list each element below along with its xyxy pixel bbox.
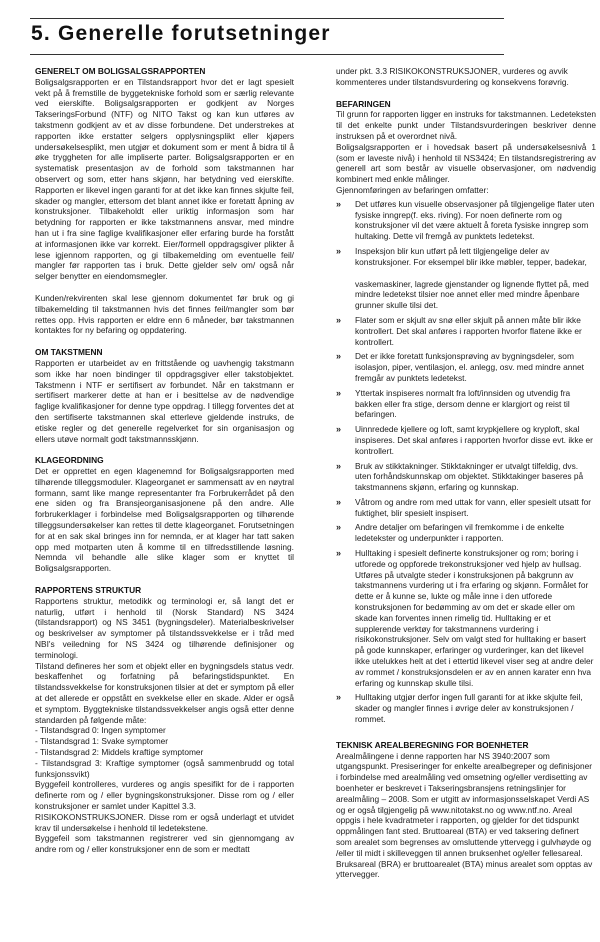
bullet-item <box>336 351 596 383</box>
bullet-item <box>336 246 596 311</box>
double-chevron-bullet-icon: » <box>336 387 342 398</box>
right-column <box>336 66 596 880</box>
double-chevron-bullet-icon: » <box>336 314 342 325</box>
tilstandsgrad-item: - Tilstandsgrad 0: Ingen symptomer <box>35 725 166 736</box>
bullet-item <box>336 388 596 420</box>
bullet-text: Andre detaljer om befaringen vil fremkomme i de enkelte ledetekster og underpunkter i rapporten. <box>355 522 565 544</box>
double-chevron-bullet-icon: » <box>336 522 342 533</box>
page-title: 5. Generelle forutsetninger <box>31 22 331 45</box>
bullet-text: Uinnredede kjellere og loft, samt krypkjellere og kryploft, skal inspiseres. Det skal anføres i rapporten hvorfor disse evt. ikke er kontrollert. <box>355 424 593 456</box>
tilstandsgrad-item: - Tilstandsgrad 1: Svake symptomer <box>35 736 169 747</box>
double-chevron-bullet-icon: » <box>336 198 342 209</box>
double-chevron-bullet-icon: » <box>336 548 342 559</box>
paragraph: Tilstand defineres her som et objekt eller en bygningsdels status vedr. beskaffenhet og forfatning på befaringstidspunktet. En tilstandssvekkelse for konstruksjonen tilsier at det er symptom på eller at det allerede er oppstått en svekkelse eller en skade. Alder er også et symptom. Byggtekniske tilstandssvekkelser angis også etter denne standarden på følgende måte: <box>35 660 294 725</box>
section-heading-rapportens-struktur: RAPPORTENS STRUKTUR <box>35 585 142 596</box>
bullet-item <box>336 522 596 544</box>
paragraph: Til grunn for rapporten ligger en instruks for takstmannen. Ledeteksten til det enkelte punkt under Tilstandsvurderingen beskriver denne instruksen på et overordnet nivå. <box>336 109 596 141</box>
paragraph: RISIKOKONSTRUKSJONER. Disse rom er også underlagt et utvidet krav til undersøkelse i henhold til ledetekstene. <box>35 811 294 833</box>
section-heading-om-takstmenn: OM TAKSTMENN <box>35 347 103 358</box>
bullet-text: Våtrom og andre rom med uttak for vann, eller spesielt utsatt for fuktighet, blir spesielt inspisert. <box>355 496 592 518</box>
bullet-item <box>336 497 596 519</box>
section-heading-klageordning: KLAGEORDNING <box>35 455 104 466</box>
bullet-text: Det er ikke foretatt funksjonsprøving av bygningsdeler, som isolasjon, piper, ventilasjon, el. anlegg, osv. med mindre annet fremgår av punktets ledetekst. <box>355 351 584 383</box>
tilstandsgrad-item: - Tilstandsgrad 2: Middels kraftige symptomer <box>35 747 204 758</box>
bullet-item <box>336 548 596 688</box>
paragraph: Rapportens struktur, metodikk og terminologi er, så langt det er naturlig, utført i henhold til (Norsk Standard) NS 3424 (tilstandsrapport) og NS 3451 (bygningsdeler). Materialbeskrivelser og beskrivelser av symptomer på tilstandssvekkelse er i tråd med NBI's veiledning for NS 3424 og tilhørende definisjoner og terminologi. <box>35 595 294 660</box>
double-chevron-bullet-icon: » <box>336 496 342 507</box>
tilstandsgrad-item: - Tilstandsgrad 3: Kraftige symptomer (også sammenbrudd og total funksjonssvikt) <box>35 757 294 779</box>
continuation-paragraph: under pkt. 3.3 RISIKOKONSTRUKSJONER, vurderes og avvik kommenteres under tilstandsvurdering og konsekvens forøvrig. <box>336 66 569 87</box>
bullet-item <box>336 461 596 493</box>
paragraph: Gjennomføringen av befaringen omfatter: <box>336 184 489 195</box>
paragraph: Arealmålingene i denne rapporten har NS 3940:2007 som utgangspunkt. Presiseringer for enkelte arealbegreper og definisjoner i forbindelse med arealmåling ved omsetning og/eller verdisetting av boenheter er beskrevet i Takseringsbransjens retningslinjer for arealmåling – 2008. Som er utgitt av informasjonsselskapet Verdi AS og er også tilgjengelig på www.nitotakst.no og www.ntf.no. Areal oppgis i hele kvadratmeter i rapporten, og gjelder for det tidspunkt oppmålingen fant sted. Bruttoareal (BTA) er ved taksering definert som arealet som begrenses av omsluttende yttervegg i gulvhøyde og /eller til midt i skilleveggen til annen bruksenhet og/eller fellesareal. Bruksareal (BRA) er bruttoarealet (BTA) minus arealet som opptas av yttervegger. <box>336 750 593 880</box>
double-chevron-bullet-icon: » <box>336 692 342 703</box>
bullet-text: Hulltaking utgjør derfor ingen full garanti for at ikke skjulte feil, skader og mangler finnes i øvrige deler av konstruksjonen / rommet. <box>355 692 583 725</box>
paragraph: Boligsalgsrapporten er en Tilstandsrapport hvor det er lagt spesielt vekt på å fremstille de byggetekniske forhold som er særlig relevante ved eierskifte. Boligsalgsrapporten er godkjent av Norges TakseringsForbund (NTF) og NITO Takst og kan kun utføres av takstmenn godkjent av et av disse forbundene. Det understrekes at rapporten ikke erstatter selgers opplysningsplikt eller kjøpers undersøkelsesplikt, men utgjør et dokument som er ment å bidra til å øke tryggheten for alle impliserte parter. Boligsalgsrapporten er en systematisk presentasjon av de forhold som takstmannen har observert og som, etter hans skjønn, har betydning ved eierskifte. Rapporten er likevel ingen garanti for at det ikke kan finnes skjulte feil, skader og mangler, ettersom det blant annet ikke er foretatt åpning av konstruksjoner. Tilbakeholdt eller uriktig informasjon som har betydning for rapporten er ikke takstmannens ansvar, med mindre han ut i fra sine faglige kvalifikasjoner eller erfaring burde ha forstått at informasjonen ikke var korrekt. Eier/formell oppdragsgiver plikter å lese igjennom rapporten, og gi tilbakemelding om eventuelle feil/ mangler før rapporten tas i bruk. Dette gjelder selv om/ også når selger benytter en eiendomsmegler. <box>35 76 294 282</box>
bullet-text: Bruk av stikktakninger. Stikktakninger er utvalgt tilfeldig, dvs. uten forhåndskunnskap om objektet. Stikktakinger baseres på takstmannens skjønn, erfaring og kunnskap. <box>355 460 584 493</box>
paragraph: Rapporten er utarbeidet av en frittstående og uavhengig takstmann som ikke har noen bindinger til oppdragsgiver eller takstobjektet. Takstmenn i NTF er sertifisert av forbundet. Når en takstmann er sertifisert markerer dette at han er i besittelse av de nødvendige faglige kvalifikasjoner for denne type oppdrag. I tillegg forventes det at den sertifiserte takstmannen skal etterleve gjeldende instruks, de etiske regler og det generelle regelverket for sin organisasjon og ellers utøve normalt godt takstmannsskjønn. <box>35 357 294 444</box>
paragraph: Det er opprettet en egen klagenemnd for Boligsalgsrapporten med tilhørende tilleggsmoduler. Klageorganet er sammensatt av en nøytral formann, samt like mange representanter fra Forbrukerrådet på den ene siden og fra Bransjeorganisasjonene på den andre. Alle forbrukerklager i forbindelse med Boligsalgsrapporten og tilhørende tilleggsundersøkelser kan rettes til dette klageorganet. Forutsetningen for at en sak skal bringes inn for nemnda, er at klager har tatt saken opp med motparten uten å komme til en tilfredsstillende løsning. Nemnda vil behandle alle slike klager som er knyttet til Boligsalgsrapporten. <box>35 466 294 574</box>
left-column <box>35 66 294 855</box>
double-chevron-bullet-icon: » <box>336 245 342 256</box>
bullet-text: Hulltaking i spesielt definerte konstruksjoner og rom; boring i utforede og oppforede trekonstruksjoner ved hjelp av hullsag. Utføres på utvalgte steder i konstruksjonen på bakgrunn av takstmannens vurdering ut i fra erfaring og skjønn. Formålet for dette er å kunne se, lukte og måle inne i den utforede konstruksjonen for bedømming av om det er skade eller om skade kan forventes innen rimelig tid. Hulltaking er et supplerende verktøy for takstmannens vurdering i risikokonstruksjoner. Selv om valgt sted for hulltaking er basert på gode kunnskaper, erfaringer og vurderinger, kan det likevel ikke utelukkes helt at det i ettertid likevel viser seg at andre deler av rommet / konstruksjonsdelen er av en annen karater enn hva erfaring og kunnskap skulle tilsi. <box>355 548 594 688</box>
befaring-bullet-list <box>336 199 596 725</box>
double-chevron-bullet-icon: » <box>336 424 342 435</box>
section-heading-befaringen: BEFARINGEN <box>336 98 391 109</box>
bullet-item <box>336 692 596 724</box>
bullet-text: Inspeksjon blir kun utført på lett tilgjengelige deler av konstruksjoner. For eksempel blir ikke møbler, tepper, badekar, <box>355 245 587 267</box>
section-heading-teknisk-arealberegning: TEKNISK AREALBEREGNING FOR BOENHETER <box>336 739 529 750</box>
double-chevron-bullet-icon: » <box>336 460 342 471</box>
paragraph: Byggefeil kontrolleres, vurderes og angis spesifikt for de i rapporten definerte rom og / eller bygningskonstruksjoner. Disse rom og / eller konstruksjoner er samlet under Kapittel 3.3. <box>35 779 294 811</box>
section-heading-generelt: GENERELT OM BOLIGSALGSRAPPORTEN <box>35 66 206 76</box>
paragraph: Boligsalgsrapporten er i hovedsak basert på undersøkelsesnivå 1 (som er laveste nivå) i henhold til NS3424; En tilstandsregistrering av generell art som består av visuelle observasjoner, om nødvendig kombinert med enkle målinger. <box>336 141 596 185</box>
bullet-text: Flater som er skjult av snø eller skjult på annen måte blir ikke kontrollert. Det skal anføres i rapporten hvorfor flatene ikke er kontrollert. <box>355 314 582 347</box>
double-chevron-bullet-icon: » <box>336 351 342 362</box>
bullet-text-continuation: vaskemaskiner, lagrede gjenstander og lignende flyttet på, med mindre ledetekst tilsier noe annet eller med mindre åpenbare grunner skulle tilsi det. <box>355 278 589 311</box>
bullet-text: Det utføres kun visuelle observasjoner på tilgjengelige flater uten fysiske inngrep(f. eks. riving). For noen definerte rom og konstruksjoner vil det være aktuelt å foreta fysiske inngrep som hultaking. Dette vil fremgå av punktets ledetekst. <box>355 198 595 242</box>
paragraph: Byggefeil som takstmannen registrerer ved sin gjennomgang av andre rom og / eller konstruksjoner enn de som er medtatt <box>35 833 294 855</box>
bullet-item <box>336 199 596 242</box>
title-rule-bottom <box>30 54 504 55</box>
bullet-item <box>336 424 596 456</box>
title-rule-top <box>30 18 504 19</box>
paragraph: Kunden/rekvirenten skal lese gjennom dokumentet før bruk og gi tilbakemelding til takstmannen hvis det finnes feil/mangler som bør rettes opp. Hvis rapporten er eldre enn 6 måneder, bør takstmannen kontaktes for ny befaring og oppdatering. <box>35 292 294 336</box>
bullet-item <box>336 315 596 347</box>
bullet-text: Yttertak inspiseres normalt fra loft/innsiden og utvendig fra bakken eller fra stige, dersom denne er klargjort og reist til befaringen. <box>355 387 571 420</box>
